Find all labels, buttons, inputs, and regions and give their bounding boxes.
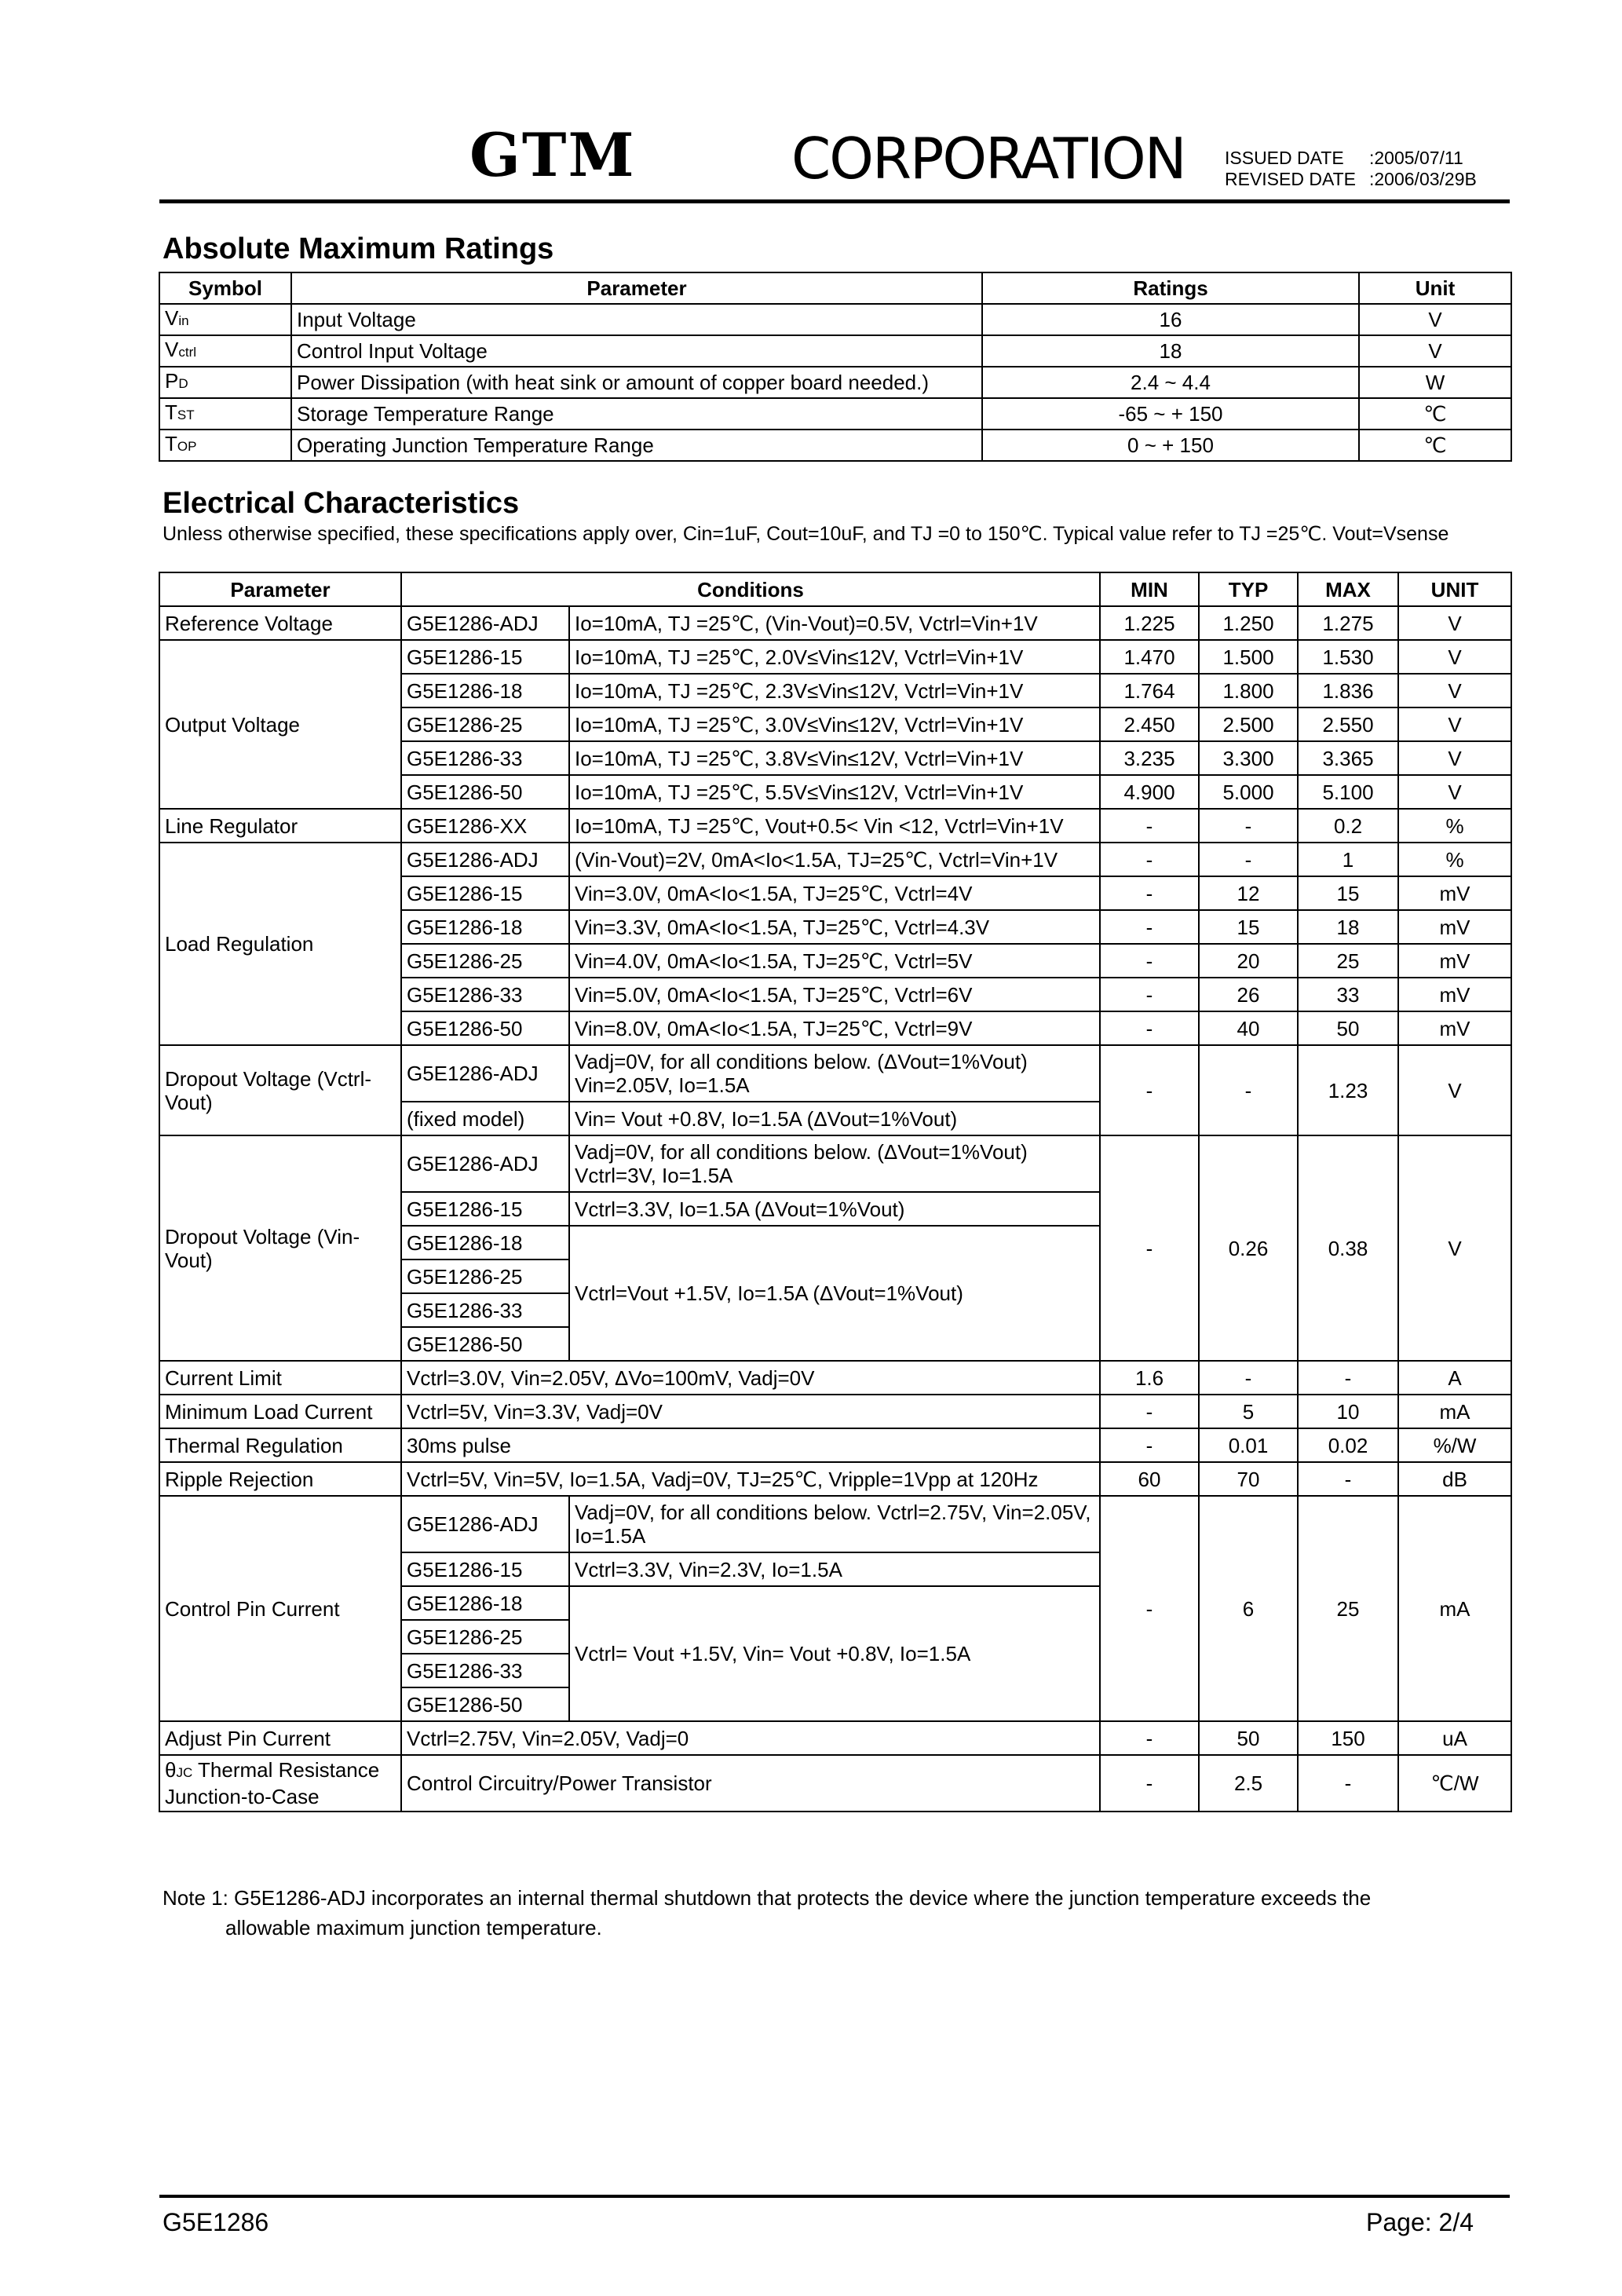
header-rule: [159, 199, 1510, 203]
unit-cell: V: [1398, 775, 1511, 809]
symbol-cell: PD: [159, 367, 291, 398]
condition-cell: 30ms pulse: [401, 1428, 1100, 1462]
typ-cell: 5: [1199, 1395, 1298, 1428]
condition-cell: Vin=3.3V, 0mA<Io<1.5A, TJ=25℃, Vctrl=4.3V: [569, 910, 1100, 944]
typ-cell: 1.800: [1199, 674, 1298, 707]
model-cell: G5E1286-XX: [401, 809, 569, 843]
condition-cell: Vctrl=5V, Vin=3.3V, Vadj=0V: [401, 1395, 1100, 1428]
param-cell: Ripple Rejection: [159, 1462, 401, 1496]
rating-cell: 2.4 ~ 4.4: [982, 367, 1359, 398]
table-row: [159, 809, 1511, 843]
typ-cell: 1.250: [1199, 606, 1298, 640]
param-cell: Control Pin Current: [159, 1496, 401, 1721]
max-cell: 15: [1298, 876, 1398, 910]
rating-cell: 16: [982, 304, 1359, 335]
condition-cell: Io=10mA, TJ =25℃, (Vin-Vout)=0.5V, Vctrl=Vin+1V: [569, 606, 1100, 640]
rating-cell: -65 ~ + 150: [982, 398, 1359, 430]
typ-cell: -: [1199, 809, 1298, 843]
max-cell: 50: [1298, 1011, 1398, 1045]
condition-cell: Vin= Vout +0.8V, Io=1.5A (ΔVout=1%Vout): [569, 1102, 1100, 1135]
header-unit: Unit: [1359, 272, 1511, 304]
symbol-cell: Vctrl: [159, 335, 291, 367]
header-min: MIN: [1100, 572, 1199, 606]
typ-cell: 6: [1199, 1496, 1298, 1721]
min-cell: -: [1100, 1395, 1199, 1428]
param-cell: Reference Voltage: [159, 606, 401, 640]
min-cell: 1.6: [1100, 1361, 1199, 1395]
condition-cell: Vadj=0V, for all conditions below. Vctrl=2.75V, Vin=2.05V, Io=1.5A: [569, 1496, 1100, 1552]
revised-date-value: :2006/03/29B: [1369, 169, 1477, 189]
unit-cell: mA: [1398, 1496, 1511, 1721]
footnote: [163, 1883, 1510, 1943]
min-cell: -: [1100, 910, 1199, 944]
table-row: [159, 398, 1511, 430]
parameter-cell: Storage Temperature Range: [291, 398, 982, 430]
electrical-characteristics-table: [159, 572, 1512, 1812]
min-cell: -: [1100, 1428, 1199, 1462]
max-cell: -: [1298, 1755, 1398, 1812]
typ-cell: -: [1199, 1045, 1298, 1135]
unit-cell: %: [1398, 809, 1511, 843]
typ-cell: 70: [1199, 1462, 1298, 1496]
table-row: [159, 1361, 1511, 1395]
max-cell: 25: [1298, 1496, 1398, 1721]
max-cell: 3.365: [1298, 741, 1398, 775]
min-cell: -: [1100, 1135, 1199, 1361]
max-cell: 2.550: [1298, 707, 1398, 741]
condition-cell: Vctrl=5V, Vin=5V, Io=1.5A, Vadj=0V, TJ=25℃, Vripple=1Vpp at 120Hz: [401, 1462, 1100, 1496]
model-cell: G5E1286-50: [401, 1327, 569, 1361]
table-row: [159, 843, 1511, 876]
model-cell: G5E1286-ADJ: [401, 606, 569, 640]
model-cell: G5E1286-ADJ: [401, 1045, 569, 1102]
symbol-cell: TOP: [159, 430, 291, 461]
condition-cell: Io=10mA, TJ =25℃, 3.8V≤Vin≤12V, Vctrl=Vin+1V: [569, 741, 1100, 775]
model-cell: G5E1286-15: [401, 876, 569, 910]
max-cell: 1.530: [1298, 640, 1398, 674]
model-cell: G5E1286-50: [401, 1687, 569, 1721]
footnote-line-1: Note 1: G5E1286-ADJ incorporates an internal thermal shutdown that protects the device where the junction temperature exceeds the: [163, 1886, 1372, 1910]
max-cell: 0.02: [1298, 1428, 1398, 1462]
footer-page-number: Page: 2/4: [1366, 2208, 1474, 2236]
typ-cell: -: [1199, 1361, 1298, 1395]
param-cell: Adjust Pin Current: [159, 1721, 401, 1755]
min-cell: -: [1100, 876, 1199, 910]
min-cell: 1.470: [1100, 640, 1199, 674]
condition-cell: Vctrl=3.3V, Vin=2.3V, Io=1.5A: [569, 1552, 1100, 1586]
unit-cell: A: [1398, 1361, 1511, 1395]
min-cell: 2.450: [1100, 707, 1199, 741]
min-cell: -: [1100, 944, 1199, 978]
revised-date-label: REVISED DATE: [1225, 169, 1356, 189]
unit-cell: dB: [1398, 1462, 1511, 1496]
typ-cell: 3.300: [1199, 741, 1298, 775]
table-row: [159, 1755, 1511, 1812]
condition-cell: Io=10mA, TJ =25℃, 5.5V≤Vin≤12V, Vctrl=Vin+1V: [569, 775, 1100, 809]
model-cell: G5E1286-33: [401, 978, 569, 1011]
typ-cell: 5.000: [1199, 775, 1298, 809]
table-row: [159, 1496, 1511, 1552]
table-row: [159, 1135, 1511, 1192]
unit-cell: V: [1398, 606, 1511, 640]
max-cell: 150: [1298, 1721, 1398, 1755]
typ-cell: 12: [1199, 876, 1298, 910]
param-cell: Line Regulator: [159, 809, 401, 843]
table-row: [159, 1721, 1511, 1755]
model-cell: G5E1286-33: [401, 1293, 569, 1327]
table-header-row: [159, 572, 1511, 606]
model-cell: G5E1286-25: [401, 944, 569, 978]
condition-cell: (Vin-Vout)=2V, 0mA<Io<1.5A, TJ=25℃, Vctrl=Vin+1V: [569, 843, 1100, 876]
unit-cell: mA: [1398, 1395, 1511, 1428]
max-cell: 1.275: [1298, 606, 1398, 640]
table-row: [159, 430, 1511, 461]
table-row: [159, 304, 1511, 335]
max-cell: 0.38: [1298, 1135, 1398, 1361]
header-typ: TYP: [1199, 572, 1298, 606]
typ-cell: 15: [1199, 910, 1298, 944]
footnote-line-2: allowable maximum junction temperature.: [225, 1916, 602, 1940]
unit-cell: mV: [1398, 978, 1511, 1011]
table-header-row: [159, 272, 1511, 304]
typ-cell: 2.500: [1199, 707, 1298, 741]
symbol-cell: Vin: [159, 304, 291, 335]
max-cell: -: [1298, 1462, 1398, 1496]
header-conditions: Conditions: [401, 572, 1100, 606]
header-unit: UNIT: [1398, 572, 1511, 606]
model-cell: G5E1286-33: [401, 1654, 569, 1687]
header-parameter: Parameter: [291, 272, 982, 304]
unit-cell: V: [1398, 1045, 1511, 1135]
unit-cell: ℃/W: [1398, 1755, 1511, 1812]
header-symbol: Symbol: [159, 272, 291, 304]
param-cell: Dropout Voltage (Vin-Vout): [159, 1135, 401, 1361]
model-cell: G5E1286-18: [401, 1586, 569, 1620]
model-cell: G5E1286-15: [401, 1552, 569, 1586]
unit-cell: %: [1398, 843, 1511, 876]
corporation-title: CORPORATION: [791, 126, 1185, 192]
min-cell: -: [1100, 1011, 1199, 1045]
param-cell: θJC Thermal Resistance Junction-to-Case: [159, 1755, 401, 1812]
ec-title: Electrical Characteristics: [163, 487, 520, 520]
max-cell: 25: [1298, 944, 1398, 978]
table-row: [159, 1045, 1511, 1102]
param-cell: Load Regulation: [159, 843, 401, 1045]
unit-cell: mV: [1398, 876, 1511, 910]
model-cell: G5E1286-18: [401, 910, 569, 944]
max-cell: 0.2: [1298, 809, 1398, 843]
table-row: [159, 606, 1511, 640]
model-cell: G5E1286-18: [401, 1226, 569, 1260]
table-row: [159, 367, 1511, 398]
model-cell: (fixed model): [401, 1102, 569, 1135]
footer-rule: [159, 2195, 1510, 2198]
model-cell: G5E1286-25: [401, 1620, 569, 1654]
unit-cell: V: [1359, 304, 1511, 335]
typ-cell: 2.5: [1199, 1755, 1298, 1812]
typ-cell: 1.500: [1199, 640, 1298, 674]
condition-cell: Vin=3.0V, 0mA<Io<1.5A, TJ=25℃, Vctrl=4V: [569, 876, 1100, 910]
table-row: [159, 1428, 1511, 1462]
rating-cell: 0 ~ + 150: [982, 430, 1359, 461]
parameter-cell: Operating Junction Temperature Range: [291, 430, 982, 461]
param-cell: Current Limit: [159, 1361, 401, 1395]
max-cell: 5.100: [1298, 775, 1398, 809]
param-cell: Dropout Voltage (Vctrl-Vout): [159, 1045, 401, 1135]
header-max: MAX: [1298, 572, 1398, 606]
model-cell: G5E1286-33: [401, 741, 569, 775]
model-cell: G5E1286-ADJ: [401, 1496, 569, 1552]
model-cell: G5E1286-18: [401, 674, 569, 707]
condition-cell: Vctrl= Vout +1.5V, Vin= Vout +0.8V, Io=1.5A: [569, 1586, 1100, 1721]
max-cell: 1: [1298, 843, 1398, 876]
typ-cell: 40: [1199, 1011, 1298, 1045]
parameter-cell: Control Input Voltage: [291, 335, 982, 367]
min-cell: 3.235: [1100, 741, 1199, 775]
condition-cell: Vin=8.0V, 0mA<Io<1.5A, TJ=25℃, Vctrl=9V: [569, 1011, 1100, 1045]
parameter-cell: Input Voltage: [291, 304, 982, 335]
min-cell: -: [1100, 1496, 1199, 1721]
max-cell: 1.23: [1298, 1045, 1398, 1135]
condition-cell: Control Circuitry/Power Transistor: [401, 1755, 1100, 1812]
min-cell: -: [1100, 1755, 1199, 1812]
unit-cell: mV: [1398, 910, 1511, 944]
unit-cell: V: [1398, 1135, 1511, 1361]
max-cell: 1.836: [1298, 674, 1398, 707]
unit-cell: V: [1398, 741, 1511, 775]
unit-cell: mV: [1398, 1011, 1511, 1045]
max-cell: 10: [1298, 1395, 1398, 1428]
table-row: [159, 1462, 1511, 1496]
condition-cell: Io=10mA, TJ =25℃, 2.3V≤Vin≤12V, Vctrl=Vin+1V: [569, 674, 1100, 707]
model-cell: G5E1286-50: [401, 775, 569, 809]
model-cell: G5E1286-ADJ: [401, 1135, 569, 1192]
unit-cell: W: [1359, 367, 1511, 398]
condition-cell: Vctrl=2.75V, Vin=2.05V, Vadj=0: [401, 1721, 1100, 1755]
condition-cell: Vin=5.0V, 0mA<Io<1.5A, TJ=25℃, Vctrl=6V: [569, 978, 1100, 1011]
unit-cell: V: [1398, 674, 1511, 707]
absolute-max-ratings-table: [159, 272, 1512, 462]
company-logo: GTM: [469, 120, 636, 190]
issued-date-label: ISSUED DATE: [1225, 148, 1344, 168]
typ-cell: 50: [1199, 1721, 1298, 1755]
parameter-cell: Power Dissipation (with heat sink or amount of copper board needed.): [291, 367, 982, 398]
min-cell: 4.900: [1100, 775, 1199, 809]
unit-cell: ℃: [1359, 398, 1511, 430]
model-cell: G5E1286-25: [401, 707, 569, 741]
typ-cell: 0.01: [1199, 1428, 1298, 1462]
min-cell: 60: [1100, 1462, 1199, 1496]
typ-cell: -: [1199, 843, 1298, 876]
unit-cell: V: [1398, 640, 1511, 674]
symbol-cell: TST: [159, 398, 291, 430]
condition-cell: Vadj=0V, for all conditions below. (ΔVout=1%Vout) Vin=2.05V, Io=1.5A: [569, 1045, 1100, 1102]
min-cell: -: [1100, 809, 1199, 843]
condition-cell: Vctrl=Vout +1.5V, Io=1.5A (ΔVout=1%Vout): [569, 1226, 1100, 1361]
unit-cell: uA: [1398, 1721, 1511, 1755]
min-cell: -: [1100, 978, 1199, 1011]
min-cell: 1.764: [1100, 674, 1199, 707]
min-cell: -: [1100, 1045, 1199, 1135]
condition-cell: Vadj=0V, for all conditions below. (ΔVout=1%Vout) Vctrl=3V, Io=1.5A: [569, 1135, 1100, 1192]
unit-cell: V: [1398, 707, 1511, 741]
table-row: [159, 335, 1511, 367]
condition-cell: Io=10mA, TJ =25℃, 3.0V≤Vin≤12V, Vctrl=Vin+1V: [569, 707, 1100, 741]
condition-cell: Vctrl=3.3V, Io=1.5A (ΔVout=1%Vout): [569, 1192, 1100, 1226]
typ-cell: 20: [1199, 944, 1298, 978]
model-cell: G5E1286-50: [401, 1011, 569, 1045]
condition-cell: Vctrl=3.0V, Vin=2.05V, ΔVo=100mV, Vadj=0V: [401, 1361, 1100, 1395]
table-row: [159, 640, 1511, 674]
min-cell: -: [1100, 1721, 1199, 1755]
condition-cell: Io=10mA, TJ =25℃, Vout+0.5< Vin <12, Vctrl=Vin+1V: [569, 809, 1100, 843]
typ-cell: 26: [1199, 978, 1298, 1011]
param-cell: Output Voltage: [159, 640, 401, 809]
max-cell: 18: [1298, 910, 1398, 944]
min-cell: 1.225: [1100, 606, 1199, 640]
unit-cell: ℃: [1359, 430, 1511, 461]
condition-cell: Io=10mA, TJ =25℃, 2.0V≤Vin≤12V, Vctrl=Vin+1V: [569, 640, 1100, 674]
min-cell: -: [1100, 843, 1199, 876]
document-dates: [1225, 148, 1477, 190]
header-ratings: Ratings: [982, 272, 1359, 304]
footer-part-number: G5E1286: [163, 2208, 269, 2236]
model-cell: G5E1286-25: [401, 1260, 569, 1293]
param-cell: Minimum Load Current: [159, 1395, 401, 1428]
header-parameter: Parameter: [159, 572, 401, 606]
model-cell: G5E1286-ADJ: [401, 843, 569, 876]
unit-cell: V: [1359, 335, 1511, 367]
model-cell: G5E1286-15: [401, 1192, 569, 1226]
ec-intro-text: Unless otherwise specified, these specifications apply over, Cin=1uF, Cout=10uF, and TJ =0 to 150℃. Typical value refer to TJ =25℃. Vout=Vsense: [163, 523, 1449, 545]
typ-cell: 0.26: [1199, 1135, 1298, 1361]
amr-title: Absolute Maximum Ratings: [163, 232, 554, 265]
model-cell: G5E1286-15: [401, 640, 569, 674]
param-cell: Thermal Regulation: [159, 1428, 401, 1462]
max-cell: 33: [1298, 978, 1398, 1011]
max-cell: -: [1298, 1361, 1398, 1395]
unit-cell: %/W: [1398, 1428, 1511, 1462]
condition-cell: Vin=4.0V, 0mA<Io<1.5A, TJ=25℃, Vctrl=5V: [569, 944, 1100, 978]
issued-date-value: :2005/07/11: [1369, 148, 1463, 168]
rating-cell: 18: [982, 335, 1359, 367]
table-row: [159, 1395, 1511, 1428]
unit-cell: mV: [1398, 944, 1511, 978]
